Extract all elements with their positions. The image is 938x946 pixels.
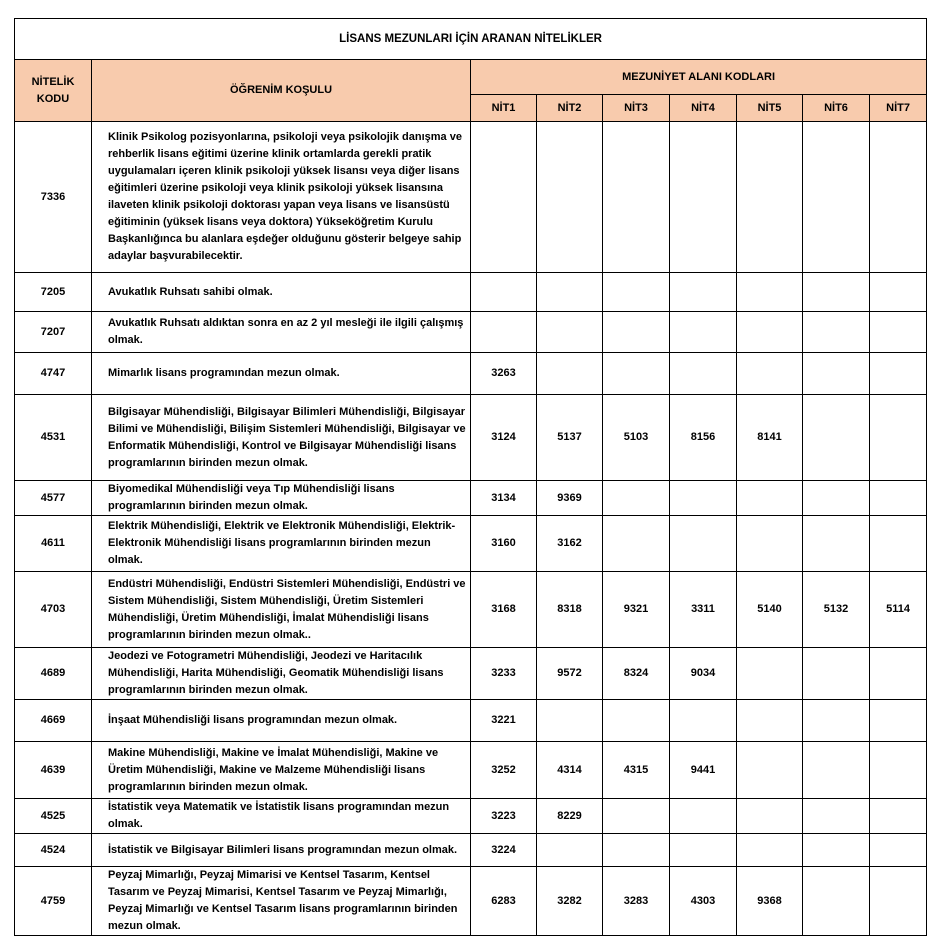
graduation-code-nit5	[737, 353, 803, 395]
graduation-code-nit2: 3282	[537, 867, 603, 936]
graduation-code-nit2	[537, 834, 603, 867]
education-condition: Klinik Psikolog pozisyonlarına, psikoloji veya psikolojik danışma ve rehberlik lisans eğitimi üzerine klinik ortamlarda gerekli pratik uygulamaları içeren klinik psikoloji yüksek lisansı veya diğer lisans eğitimleri üzerine psikoloji veya klinik psikoloji yüksek lisansına ilaveten klinik psikoloji doktorası yapan veya lisans ve lisansüstü eğitiminin (yüksek lisans veya doktora) Yükseköğretim Kurulu Başkanlığınca bu alanlara eşdeğer olduğunu gösterir belgeye sahip adaylar başvurabilecektir.	[92, 122, 471, 273]
header-nit1: NİT1	[471, 95, 537, 122]
qualification-code: 4611	[15, 516, 92, 572]
header-nit4: NİT4	[670, 95, 737, 122]
graduation-code-nit2	[537, 273, 603, 312]
graduation-code-nit1: 3263	[471, 353, 537, 395]
header-nit6: NİT6	[803, 95, 870, 122]
graduation-code-nit7	[870, 312, 927, 353]
graduation-code-nit3	[603, 312, 670, 353]
table-row	[15, 516, 927, 572]
graduation-code-nit1: 6283	[471, 867, 537, 936]
qualification-code: 4525	[15, 799, 92, 834]
graduation-code-nit2: 8229	[537, 799, 603, 834]
table-row	[15, 312, 927, 353]
graduation-code-nit2	[537, 122, 603, 273]
graduation-code-nit7	[870, 516, 927, 572]
qualification-code: 4747	[15, 353, 92, 395]
graduation-code-nit7	[870, 834, 927, 867]
graduation-code-nit4	[670, 516, 737, 572]
graduation-code-nit5	[737, 312, 803, 353]
graduation-code-nit4: 3311	[670, 572, 737, 648]
qualification-code: 4531	[15, 395, 92, 481]
graduation-code-nit5	[737, 799, 803, 834]
graduation-code-nit4	[670, 481, 737, 516]
graduation-code-nit4	[670, 834, 737, 867]
graduation-code-nit2	[537, 700, 603, 742]
graduation-code-nit6	[803, 799, 870, 834]
graduation-code-nit6	[803, 648, 870, 700]
graduation-code-nit1: 3223	[471, 799, 537, 834]
graduation-code-nit3	[603, 122, 670, 273]
education-condition: İstatistik veya Matematik ve İstatistik lisans programından mezun olmak.	[92, 799, 471, 834]
graduation-code-nit7	[870, 122, 927, 273]
qualification-code: 4703	[15, 572, 92, 648]
graduation-code-nit7	[870, 648, 927, 700]
graduation-code-nit3	[603, 834, 670, 867]
graduation-code-nit6: 5132	[803, 572, 870, 648]
table-row	[15, 648, 927, 700]
graduation-code-nit3	[603, 273, 670, 312]
table-row	[15, 273, 927, 312]
graduation-code-nit1: 3252	[471, 742, 537, 799]
header-nit7: NİT7	[870, 95, 927, 122]
graduation-code-nit4	[670, 273, 737, 312]
graduation-code-nit7	[870, 799, 927, 834]
graduation-code-nit1: 3168	[471, 572, 537, 648]
graduation-code-nit7	[870, 353, 927, 395]
graduation-code-nit5: 8141	[737, 395, 803, 481]
graduation-code-nit6	[803, 516, 870, 572]
graduation-code-nit7	[870, 273, 927, 312]
table-row	[15, 834, 927, 867]
qualifications-table	[14, 18, 927, 936]
graduation-code-nit3	[603, 481, 670, 516]
graduation-code-nit6	[803, 481, 870, 516]
table-row	[15, 700, 927, 742]
graduation-code-nit7: 5114	[870, 572, 927, 648]
education-condition: Mimarlık lisans programından mezun olmak.	[92, 353, 471, 395]
graduation-code-nit3: 8324	[603, 648, 670, 700]
education-condition: İnşaat Mühendisliği lisans programından mezun olmak.	[92, 700, 471, 742]
graduation-code-nit3: 9321	[603, 572, 670, 648]
graduation-code-nit5	[737, 481, 803, 516]
graduation-code-nit2: 8318	[537, 572, 603, 648]
table-row	[15, 742, 927, 799]
graduation-code-nit3	[603, 516, 670, 572]
graduation-code-nit6	[803, 122, 870, 273]
table-row	[15, 572, 927, 648]
graduation-code-nit5	[737, 700, 803, 742]
graduation-code-nit2	[537, 312, 603, 353]
education-condition: İstatistik ve Bilgisayar Bilimleri lisans programından mezun olmak.	[92, 834, 471, 867]
header-nit5: NİT5	[737, 95, 803, 122]
graduation-code-nit5	[737, 273, 803, 312]
graduation-code-nit7	[870, 395, 927, 481]
graduation-code-nit5: 5140	[737, 572, 803, 648]
graduation-code-nit2	[537, 353, 603, 395]
education-condition: Biyomedikal Mühendisliği veya Tıp Mühendisliği lisans programlarının birinden mezun olmak.	[92, 481, 471, 516]
qualification-code: 7205	[15, 273, 92, 312]
table-row	[15, 395, 927, 481]
table-row	[15, 867, 927, 936]
header-nit3: NİT3	[603, 95, 670, 122]
graduation-code-nit3: 5103	[603, 395, 670, 481]
education-condition: Peyzaj Mimarlığı, Peyzaj Mimarisi ve Kentsel Tasarım, Kentsel Tasarım ve Peyzaj Mimarisi, Kentsel Tasarım ve Peyzaj Mimarlığı, Peyzaj Mimarlığı ve Kentsel Tasarım lisans programlarının birinden mezun olmak.	[92, 867, 471, 936]
graduation-code-nit1	[471, 312, 537, 353]
graduation-code-nit6	[803, 273, 870, 312]
header-group: MEZUNİYET ALANI KODLARI	[471, 60, 927, 95]
table-row	[15, 481, 927, 516]
table-row	[15, 353, 927, 395]
graduation-code-nit4	[670, 700, 737, 742]
qualification-code: 4669	[15, 700, 92, 742]
graduation-code-nit3	[603, 700, 670, 742]
qualification-code: 4577	[15, 481, 92, 516]
graduation-code-nit7	[870, 700, 927, 742]
header-condition: ÖĞRENİM KOŞULU	[92, 60, 471, 122]
graduation-code-nit1	[471, 122, 537, 273]
graduation-code-nit5	[737, 834, 803, 867]
graduation-code-nit5: 9368	[737, 867, 803, 936]
graduation-code-nit1: 3134	[471, 481, 537, 516]
graduation-code-nit6	[803, 742, 870, 799]
graduation-code-nit1: 3124	[471, 395, 537, 481]
graduation-code-nit4	[670, 353, 737, 395]
graduation-code-nit3	[603, 799, 670, 834]
education-condition: Bilgisayar Mühendisliği, Bilgisayar Bilimleri Mühendisliği, Bilgisayar Bilimi ve Mühendisliği, Bilişim Sistemleri Mühendisliği, Bilgisayar ve Enformatik Mühendisliği, Kontrol ve Bilgisayar Mühendisliği lisans programlarının birinden mezun olmak.	[92, 395, 471, 481]
education-condition: Avukatlık Ruhsatı aldıktan sonra en az 2 yıl mesleği ile ilgili çalışmış olmak.	[92, 312, 471, 353]
graduation-code-nit1: 3221	[471, 700, 537, 742]
graduation-code-nit6	[803, 353, 870, 395]
table-title: LİSANS MEZUNLARI İÇİN ARANAN NİTELİKLER	[15, 19, 927, 60]
graduation-code-nit4	[670, 799, 737, 834]
table-row	[15, 799, 927, 834]
graduation-code-nit5	[737, 648, 803, 700]
graduation-code-nit1	[471, 273, 537, 312]
graduation-code-nit3: 3283	[603, 867, 670, 936]
graduation-code-nit4: 4303	[670, 867, 737, 936]
graduation-code-nit2: 9572	[537, 648, 603, 700]
graduation-code-nit2: 9369	[537, 481, 603, 516]
graduation-code-nit6	[803, 834, 870, 867]
table-row	[15, 122, 927, 273]
graduation-code-nit7	[870, 481, 927, 516]
qualification-code: 4759	[15, 867, 92, 936]
qualification-code: 4639	[15, 742, 92, 799]
graduation-code-nit6	[803, 700, 870, 742]
education-condition: Elektrik Mühendisliği, Elektrik ve Elektronik Mühendisliği, Elektrik-Elektronik Mühendisliği lisans programlarının birinden mezun olmak.	[92, 516, 471, 572]
graduation-code-nit2: 3162	[537, 516, 603, 572]
graduation-code-nit4	[670, 122, 737, 273]
graduation-code-nit6	[803, 395, 870, 481]
qualification-code: 7336	[15, 122, 92, 273]
graduation-code-nit3: 4315	[603, 742, 670, 799]
graduation-code-nit6	[803, 312, 870, 353]
graduation-code-nit1: 3224	[471, 834, 537, 867]
graduation-code-nit6	[803, 867, 870, 936]
graduation-code-nit2: 5137	[537, 395, 603, 481]
graduation-code-nit5	[737, 122, 803, 273]
graduation-code-nit7	[870, 742, 927, 799]
education-condition: Endüstri Mühendisliği, Endüstri Sistemleri Mühendisliği, Endüstri ve Sistem Mühendisliği, Sistem Mühendisliği, Üretim Sistemleri Mühendisliği, Üretim Mühendisliği, İmalat Mühendisliği lisans programlarının birinden mezun olmak..	[92, 572, 471, 648]
qualification-code: 4524	[15, 834, 92, 867]
graduation-code-nit3	[603, 353, 670, 395]
graduation-code-nit7	[870, 867, 927, 936]
header-code: NİTELİK KODU	[15, 60, 92, 122]
graduation-code-nit4: 9034	[670, 648, 737, 700]
education-condition: Jeodezi ve Fotogrametri Mühendisliği, Jeodezi ve Haritacılık Mühendisliği, Harita Mühendisliği, Geomatik Mühendisliği lisans programlarının birinden mezun olmak.	[92, 648, 471, 700]
education-condition: Makine Mühendisliği, Makine ve İmalat Mühendisliği, Makine ve Üretim Mühendisliği, Makine ve Malzeme Mühendisliği lisans programlarının birinden mezun olmak.	[92, 742, 471, 799]
graduation-code-nit1: 3233	[471, 648, 537, 700]
graduation-code-nit4	[670, 312, 737, 353]
graduation-code-nit4: 8156	[670, 395, 737, 481]
graduation-code-nit4: 9441	[670, 742, 737, 799]
qualification-code: 4689	[15, 648, 92, 700]
education-condition: Avukatlık Ruhsatı sahibi olmak.	[92, 273, 471, 312]
graduation-code-nit2: 4314	[537, 742, 603, 799]
graduation-code-nit1: 3160	[471, 516, 537, 572]
header-nit2: NİT2	[537, 95, 603, 122]
graduation-code-nit5	[737, 742, 803, 799]
qualification-code: 7207	[15, 312, 92, 353]
graduation-code-nit5	[737, 516, 803, 572]
